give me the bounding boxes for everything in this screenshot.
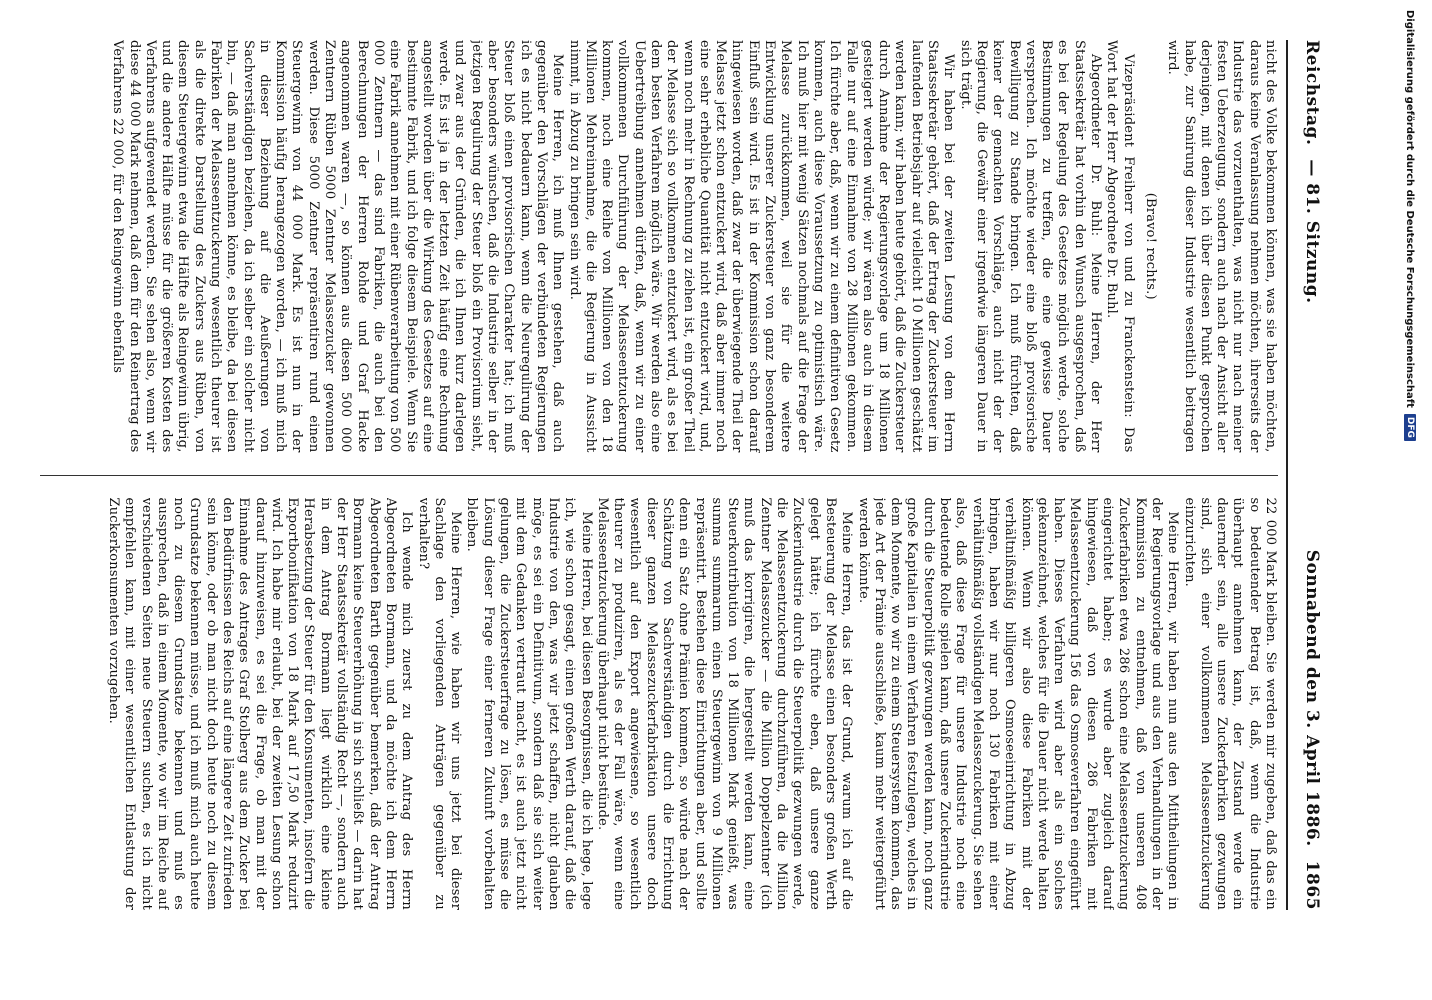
paragraph: Wir haben bei der zweiten Lesung von dem Herrn Staatssekretär gehört, daß der Ertrag der Zuckersteuer im laufenden Betriebsjahr auf vielleicht 10 Millionen geschätzt werden kann; wir haben heute gehört, daß die Zuckersteuer durch Annahme der Regierungsvorlage um 18 Millionen gesteigert werden würde; wir wären also auch in diesem Falle nur auf eine Einnahme von 28 Millionen gekommen. Ich fürchte aber, daß, wenn wir zu einem definitiven Gesetz kommen, auch diese Voraussetzung zu optimistisch wäre. Ich muß hier mit wenig Sätzen nochmals auf die Frage der Melasse zurückkommen, weil sie für die weitere Entwicklung unserer Zuckersteuer von ganz besonderem Einfluß sein wird. Es ist in der Kommission schon darauf hingewiesen worden, daß zwar der überwiegende Theil der Melasse jetzt schon entzuckert wird, daß aber immer noch eine sehr erhebliche Quantität nicht entzuckert wird, und, wenn noch mehr in Rechnung zu ziehen ist, ein großer Theil der Melasse sich so vollkommen entzuckert wird, als es bei dem besten Verfahren möglich wäre. Wir werden also eine Uebertreibung annehmen dürfen, daß, wenn wir zu einer vollkommenen Durchführung der Melasseentzuckerung kommen, noch eine Reihe von Millionen von den 18 Millionen Mehreinnahme, die die Regierung in Aussicht nimmt, in Abzug zu bringen sein wird. <box>566 40 957 453</box>
column-right <box>40 498 1278 911</box>
dfg-logo: DFG <box>1404 414 1416 441</box>
header-session: — 81. Sitzung. <box>1302 159 1322 304</box>
paragraph: Meine Herren, wie haben wir uns jetzt bei dieser Sachlage den vorliegenden Anträgen gegenüber zu verhalten? <box>415 497 464 910</box>
column-left <box>40 40 1278 453</box>
paragraph: Meine Herren, ich muß Ihnen gestehen, daß auch gegenüber den Vorschlägen der verbündeten Regierungen ich es nicht bedauern kann, wenn die Neuregulirung der Steuer bloß einen provisorischen Charakter hat; ich muß aber besonders wünschen, daß die Industrie selber in der jetzigen Regulirung der Steuer bloß ein Provisorium sieht, und zwar aus der Gründen, die ich Ihnen kurz darlegen werde. Es ist ja in der letzten Zeit häufig eine Rechnung angestellt worden über die Wirkung des Gesetzes auf eine bestimmte Fabrik, und ich folge diesem Beispiele. Wenn Sie eine Fabrik annehmen mit einer Rübenverarbeitung von 500 000 Zentnern — das sind Fabriken, die auch bei den Berechnungen der Herren Rohde und Graf Hacke angenommen waren —, so können aus diesen 500 000 Zentnern Rüben 5000 Zentner Melassezucker gewonnen werden. Diese 5000 Zentner repräsentiren rund einen Steuergewinn von 44 000 Mark. Es ist nun in der Kommission häufig herangezogen worden, — ich muß mich in dieser Beziehung auf die Aeußerungen von Sachverständigen beziehen, da ich selber ein solcher nicht bin, — daß man annehmen könne, es bleibe, da bei diesen Fabriken der Melasseentzuckerung wesentlich theurer ist als die direkte Darstellung des Zuckers aus Rüben, von diesem Steuergewinn etwa die Hälfte als Reingewinn übrig, und die andere Hälfte müsse für die größeren Kosten des Verfahrens aufgewendet werden. Sie sehen also, wenn wir diese 44 000 Mark nehmen, daß dem für den Reinertrag des Verfahrens 22 000, für den Reingewinn ebenfalls <box>110 40 566 453</box>
header-date: Sonnabend den 3. April 1886. <box>1302 549 1322 847</box>
page-header <box>1292 40 1322 910</box>
page-content <box>20 10 1340 940</box>
dfg-stamp <box>1396 10 1424 990</box>
paragraph: Meine Herren, wir haben nun aus den Mittheilungen in der Regierungsvorlage und aus den Verhandlungen in der Kommission zu entnehmen, daß von unseren 408 Zuckerfabriken etwa 286 schon eine Melasseentzuckerung eingerichtet haben; es wurde aber zugleich darauf hingewiesen, daß von diesen 286 Fabriken mit Melasseentzuckerung 156 das Osmoseverfahren eingeführt haben. Dieses Verfahren wird aber als ein solches gekennzeichnet, welches für die Dauer nicht werde halten können. Wenn wir also diese Fabriken mit der verhältnißmäßig billigeren Osmoseeinrichtung in Abzug bringen, haben wir nur noch 130 Fabriken mit einer verhältnißmäßig vollständigen Melassezuckerung. Sie sehen also, daß diese Frage für unsere Industrie noch eine bedeutende Rolle spielen kann, daß unsere Zuckerindustrie durch die Steuerpolitik gezwungen werden kann, noch ganz große Kapitalien in einem Verfahren festzulegen, welches in dem Momente, wo wir zu einem Steuersystem kommen, das jede Art der Prämie ausschließe, kaum mehr weitergeführt werden könnte. <box>855 497 1181 910</box>
interjection: (Bravo! rechts.) <box>1142 192 1158 300</box>
paragraph: nicht des Volke bekommen können, was sie haben möchten, daraus keine Veranlassung nehmen möchten, ihrerseits der Industrie das vorzuenthalten, was nicht nur nach meiner festen Ueberzeugung, sondern auch nach der Ansicht aller derjenigen, mit denen ich über diesen Punkt gesprochen habe, zur Sanirung dieser Industrie wesentlich beitragen wird. <box>1165 40 1278 453</box>
paragraph: Abgeordneter Dr. Buhl: Meine Herren, der Herr Staatssekretär hat vorhin den Wunsch ausgesprochen, daß es bei der Regelung des Gesetzes möglich werde, solche Bestimmungen zu treffen, die eine gewisse Dauer versprechen. Ich möchte wieder eine bloß provisorische Bewilligung zu Stande bringen. Ich muß fürchten, daß keiner der gemachten Vorschläge, auch nicht der der Regierung, die Gewähr einer irgendwie längeren Dauer in sich trägt. <box>957 40 1104 453</box>
paragraph: Ich wende mich zuerst zu dem Antrag des Herrn Abgeordneten Bormann, und da möchte ich dem Herrn Abgeordneten Barth gegenüber bemerken, daß der Antrag Bormann keine Steuererhöhung in sich schließt — darin hat der Herr Staatssekretär vollständig Recht —, sondern auch in dem Antrag Bormann liegt wirklich eine kleine Herabsetzung der Steuer für den Konsumenten, insofern die Exportbonifikation von 18 Mark auf 17,50 Mark reduzirt wird. Ich habe mir erlaubt, bei der zweiten Lesung schon darauf hinzuweisen, es sei die Frage, ob man mit der Einnahme des Antrages Graf Stolberg aus dem Zucker bei den Bedürfnissen des Reichs auf eine längere Zeit zufrieden sein könne, oder ob man nicht doch heute noch zu diesem Grundsatze bekennen müsse, und ich muß mich auch heute noch zu diesem Grundsatze bekennen und muß es aussprechen, daß in einem Momente, wo wir im Reiche auf verschiedenen Seiten neue Steuern suchen, es ich nicht empfehlen kann, mit einer wesentlichen Entlastung der Zuckerkonsumenten vorzugehen. <box>105 497 415 910</box>
scanned-page <box>20 10 1340 940</box>
paragraph: Meine Herren, das ist der Grund, warum ich auf die Besteuerung der Melasse einen besonders großen Werth gelegt hätte; ich fürchte eben, daß unsere ganze Zuckerindustrie durch die Steuerpolitik gezwungen werde, die Melasseentzuckerung durchzuführen, da die Million Zentner Melassezucker — die Million Doppelzentner (ich muß das korrigiren, die hergestellt werden kann, eine Steuerkontribution von 18 Millionen Mark genießt, was summa summarum einen Steuergewinn von 9 Millionen repräsentirt. Bestehen diese Einrichtungen aber, und sollte denn ein Satz ohne Prämien kommen, so würde nach der Schätzung von Sachverständigen durch die Errichtung dieser ganzen Melassezuckerfabrikation unsere doch wesentlich auf den Export angewiesene, so wesentlich theurer zu produziren, als es der Fall wäre, wenn eine Melasseentzuckerung überhaupt nicht bestünde. <box>594 497 855 910</box>
header-title: Reichstag. <box>1302 40 1322 146</box>
paragraph: 22 000 Mark bleiben. Sie werden mir zugeben, daß das ein so bedeutender Betrag ist, daß, wenn die Industrie überhaupt annehmen kann, der Zustand werde ein dauernder sein, alle unsere Zuckerfabriken gezwungen sind, sich einer vollkommenen Melasseentzuckerung einzurichten. <box>1181 497 1278 910</box>
paragraph: Meine Herren, bei diesen Besorgnissen, die ich hege, lege ich, wie schon gesagt, einen großen Werth darauf, daß die Industrie von den, was wir jetzt schaffen, nicht glauben möge, es sei ein Definitivum, sondern daß sie sich weiter mit dem Gedanken vertraut macht, es ist auch jetzt nicht gelungen, die Zuckersteuerfrage zu lösen, es müsse die Lösung dieser Frage einer ferneren Zukunft vorbehalten bleiben. <box>464 497 594 910</box>
header-rule <box>1286 40 1288 910</box>
text-columns <box>40 40 1278 910</box>
column-divider <box>40 475 1278 476</box>
dfg-stamp-text: Digitalisierung gefördert durch die Deutsche Forschungsgemeinschaft <box>1404 10 1416 408</box>
page-number: 1865 <box>1302 860 1322 910</box>
paragraph: Vizepräsident Freiherr von und zu Franckenstein: Das Wort hat der Herr Abgeordnete Dr. Buhl. <box>1104 40 1136 453</box>
